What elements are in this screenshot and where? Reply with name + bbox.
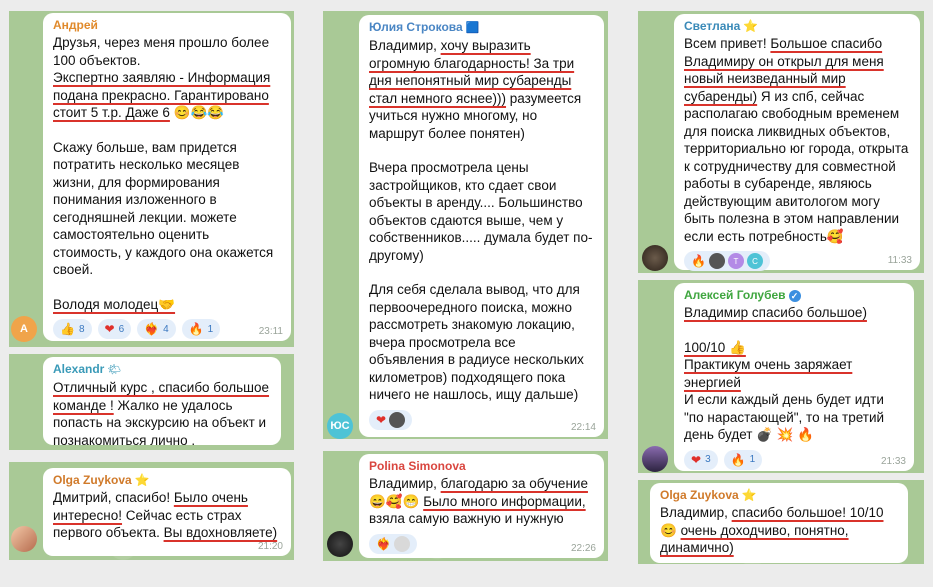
message-bubble — [650, 483, 908, 563]
message-text: Владимир, благодарю за обучение 😄🥰😁 Было много информации, взяла самую важную и нужную — [369, 476, 588, 526]
message-time: 22:14 — [570, 422, 596, 433]
message-bubble — [43, 13, 291, 341]
reaction-fire[interactable]: 🔥 1 — [724, 450, 763, 470]
chat-panel-olga-2 — [638, 480, 924, 564]
highlighted-text: спасибо большое! 10/10 — [731, 505, 884, 520]
chat-panel-alexandr — [9, 354, 294, 450]
badge-icon: 🌤 — [107, 364, 122, 376]
highlighted-text: Экспертно заявляю - Информация подана прекрасно. Гарантировано стоит 5 т.р. Даже 6 — [53, 70, 271, 120]
highlighted-text: 100/10 👍 — [684, 339, 746, 355]
avatar[interactable] — [11, 526, 37, 552]
message-bubble — [359, 15, 604, 437]
message-text: Владимир, хочу выразить огромную благодарность! За три дня непонятный мир субаренды стал немного яснее))) разумеется учиться нужно многому, но маршрут более понятен) Вчера просмотрела цены застройщиков, кто сдает свои объекты в аренду.... Большинство объектов сдаются выше, чем у собственников..... думала будет по-другому) Для себя сделала вывод, что для первоочередного поиска, можно рассмотреть знакомую локацию, вчера просмотрела все объявления в радиусе нескольких километров) подходящего пока ничего не нашлось, ищу дальше) — [369, 38, 593, 402]
emoji: 😊😂😂 — [169, 105, 225, 120]
message-author: Алексей Голубев ✓ — [684, 288, 904, 302]
avatar[interactable]: ЮС — [327, 413, 353, 439]
star-icon: ⭐ — [743, 19, 759, 33]
reaction-heart[interactable]: ❤ 3 — [684, 450, 718, 470]
message-time: 21:33 — [880, 456, 906, 467]
chat-panel-yulia — [323, 11, 608, 439]
message-author: Polina Simonova — [369, 459, 466, 473]
highlighted-text: очень доходчиво, понятно, — [680, 522, 849, 538]
message-time: 22:26 — [570, 543, 596, 554]
reactions-bar — [684, 450, 904, 470]
star-icon: ⭐ — [741, 488, 757, 502]
reaction-heart-fire[interactable]: ❤‍🔥 4 — [137, 319, 176, 339]
reactions-bar — [684, 251, 910, 271]
chat-panel-olga — [9, 462, 294, 560]
message-time: 11:33 — [887, 255, 912, 266]
message-time: 23:11 — [258, 326, 283, 337]
reactions-bar — [53, 319, 281, 339]
avatar[interactable] — [327, 531, 353, 557]
highlighted-text: Было очень интересно! — [53, 490, 248, 523]
highlighted-text: Было много информации, — [423, 493, 586, 509]
reaction-heart[interactable]: ❤ 6 — [98, 319, 132, 339]
flag-icon: 🟦 — [465, 22, 480, 34]
message-author: Светлана ⭐ — [684, 19, 759, 33]
avatar[interactable] — [642, 446, 668, 472]
highlighted-text: Практикум очень заряжает энергией — [684, 357, 853, 390]
message-text: Дмитрий, спасибо! Было очень интересно! Сейчас есть страх первого объекта. Вы вдохновляете) — [53, 490, 278, 540]
message-bubble — [359, 454, 604, 558]
chat-panel-andrey — [9, 11, 294, 347]
reaction-heart-fire[interactable]: ❤‍🔥 — [369, 534, 417, 554]
message-bubble — [43, 357, 281, 448]
message-bubble — [674, 14, 920, 270]
highlighted-text: Владимир спасибо большое) — [684, 305, 867, 320]
message-author: Olga Zuykova ⭐ — [660, 488, 757, 502]
message-line: Друзья, через меня прошло более 100 объектов. — [53, 35, 270, 68]
reactor-avatar — [709, 253, 725, 269]
reaction-thumbs-up[interactable]: 👍 8 — [53, 319, 92, 339]
message-paragraph: Для себя сделала вывод, что для первоочередного поиска, можно рассмотреть знакомую локацию, вчера просмотрела все объявления в радиусе нескольких километров) подходящего пока ничего не нашлось, ищу дальше) — [369, 282, 584, 402]
message-text: Владимир, спасибо большое! 10/10 😊 очень доходчиво, понятно, динамично) — [660, 505, 884, 555]
message-text: Всем привет! Большое спасибо Владимиру он открыл для меня новый неизведанный мир субаренды) Я из спб, сейчас располагаю свободным временем для поиска ликвидных объектов, территориально юг города, открыта к сотрудничеству для совместной работы в субаренде, являюсь действующим авитологом могу быть полезна в этом направлении если есть потребность🥰 — [684, 36, 909, 244]
reactions-bar — [369, 534, 594, 554]
reaction-fire[interactable]: 🔥 1 — [182, 319, 221, 339]
reactions-bar — [369, 410, 594, 430]
message-author: Olga Zuykova ⭐ — [53, 473, 150, 487]
message-text — [684, 304, 904, 444]
message-author: Alexandr 🌤 — [53, 362, 122, 376]
message-paragraph: Вчера просмотрела цены застройщиков, кто сдает свои объекты в аренду.... Большинство объектов сдаются выше, чем у собственников..... думала будет по-другому) — [369, 160, 593, 263]
chat-panel-alexey — [638, 280, 924, 473]
message-paragraph: Скажу больше, вам придется потратить несколько месяцев жизни, для формирования понимания изложенного в сегодняшней лекции. можете самостоятельно оценить стоимость, у каждого она окажется своей. — [53, 139, 274, 277]
reactor-avatar — [389, 412, 405, 428]
reactor-avatar — [394, 536, 410, 552]
avatar[interactable]: А — [11, 316, 37, 342]
highlighted-text: хочу выразить огромную благодарность! За три дня непонятный мир субаренды стал немного яснее))) — [369, 38, 575, 106]
message-author: Юлия Строкова 🟦 — [369, 20, 480, 34]
message-bubble — [674, 283, 914, 471]
chat-panel-polina — [323, 451, 608, 561]
message-line: И если каждый день будет идти "по нарастающей", то на третий день будет 💣 💥 🔥 — [684, 392, 885, 442]
highlighted-text: Большое спасибо Владимиру он открыл для меня новый неизведанный мир субаренды) — [684, 36, 884, 104]
message-time: 21:20 — [257, 541, 283, 552]
avatar[interactable] — [642, 245, 668, 271]
reactor-avatar: С — [747, 253, 763, 269]
message-text: Отличный курс , спасибо большое команде ! Жалко не удалось попасть на экскурсию на объект и познакомиться лично . — [53, 380, 270, 448]
message-author: Андрей — [53, 18, 98, 32]
highlighted-text: динамично) — [660, 540, 734, 555]
chat-panel-svetlana — [638, 11, 924, 273]
reaction-heart[interactable]: ❤ — [369, 410, 412, 430]
message-bubble — [43, 468, 291, 556]
highlighted-text: Отличный курс , спасибо большое команде ! — [53, 380, 270, 413]
reaction-fire[interactable]: 🔥 Т С — [684, 251, 770, 271]
reactor-avatar: Т — [728, 253, 744, 269]
star-icon: ⭐ — [134, 473, 150, 487]
highlighted-text: Володя молодец🤝 — [53, 296, 176, 312]
highlighted-text: Вы вдохновляете) — [163, 525, 278, 540]
highlighted-text: благодарю за обучение — [440, 476, 588, 491]
message-text — [53, 34, 281, 313]
verified-icon: ✓ — [789, 290, 801, 302]
